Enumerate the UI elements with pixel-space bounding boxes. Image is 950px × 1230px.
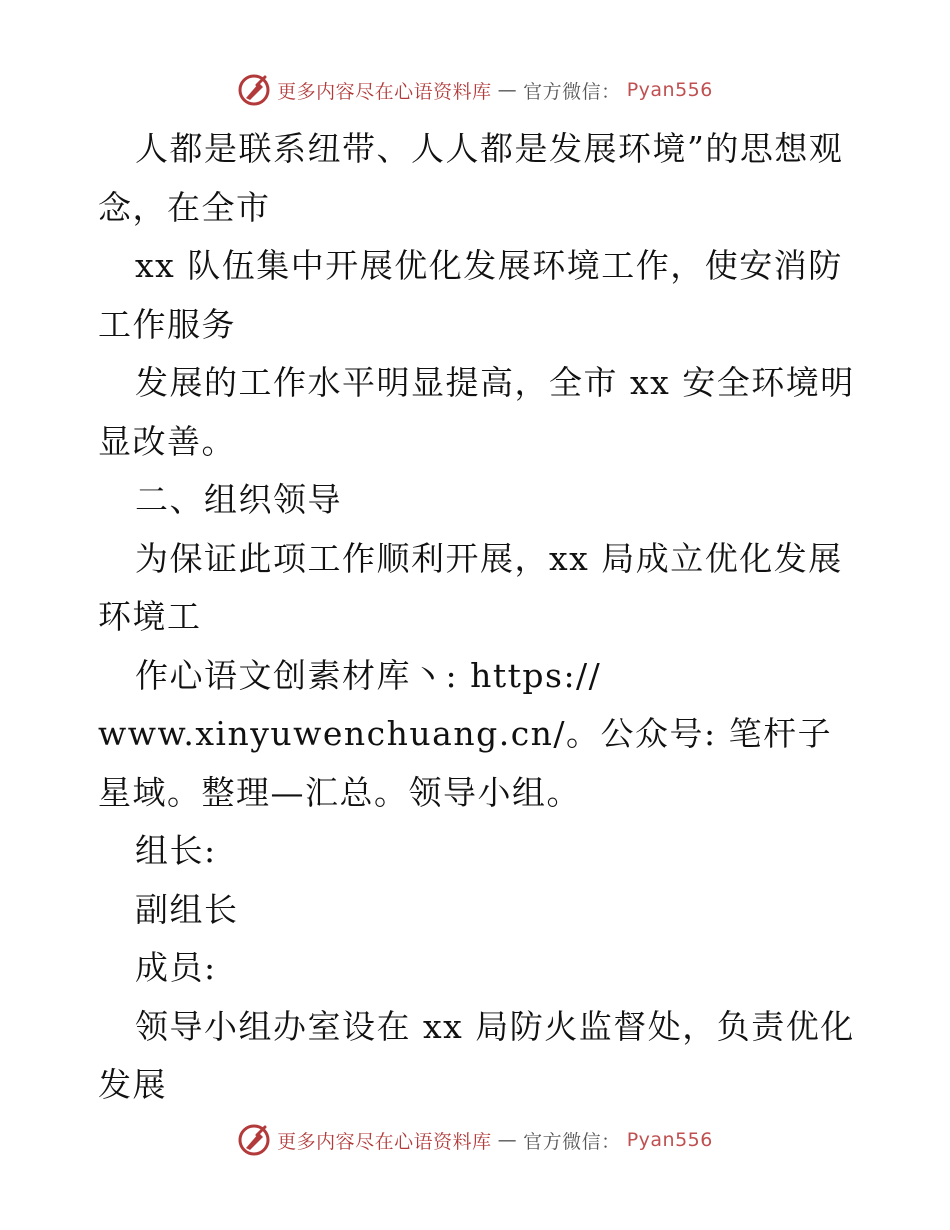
watermark-brand: 更多内容尽在心语资料库 — [277, 1130, 492, 1153]
section-heading: 二、组织领导 — [135, 480, 342, 519]
paragraph: xx 队伍集中开展优化发展环境工作，使安消防工作服务 — [98, 246, 843, 344]
document-body — [98, 120, 858, 1115]
watermark-id: Pyan556 — [626, 79, 713, 101]
paragraph: 作心语文创素材库丶: https:// — [135, 655, 602, 695]
pen-nib-circle-icon — [237, 1123, 271, 1157]
paragraph: 为保证此项工作顺利开展，xx 局成立优化发展环境工 — [98, 538, 843, 636]
paragraph: 领导小组办室设在 xx 局防火监督处，负责优化发展 — [98, 1006, 855, 1104]
header-watermark — [0, 70, 950, 110]
paragraph: www.xinyuwenchuang.cn/。公众号: 笔杆子星域。整理—汇总。领导小组。 — [98, 714, 833, 812]
watermark-separator: — — [497, 79, 518, 101]
paragraph: 人都是联系纽带、人人都是发展环境”的思想观念，在全市 — [98, 129, 844, 227]
list-item: 成员: — [135, 948, 217, 987]
watermark-brand: 更多内容尽在心语资料库 — [277, 80, 492, 103]
list-item: 组长: — [135, 831, 217, 870]
watermark-label: 官方微信： — [523, 80, 621, 103]
watermark-label: 官方微信： — [523, 1130, 621, 1153]
list-item: 副组长 — [135, 889, 239, 929]
footer-watermark — [0, 1120, 950, 1160]
pen-nib-circle-icon — [237, 73, 271, 107]
paragraph: 发展的工作水平明显提高，全市 xx 安全环境明显改善。 — [98, 363, 855, 461]
watermark-separator: — — [497, 1129, 518, 1151]
watermark-id: Pyan556 — [626, 1129, 713, 1151]
